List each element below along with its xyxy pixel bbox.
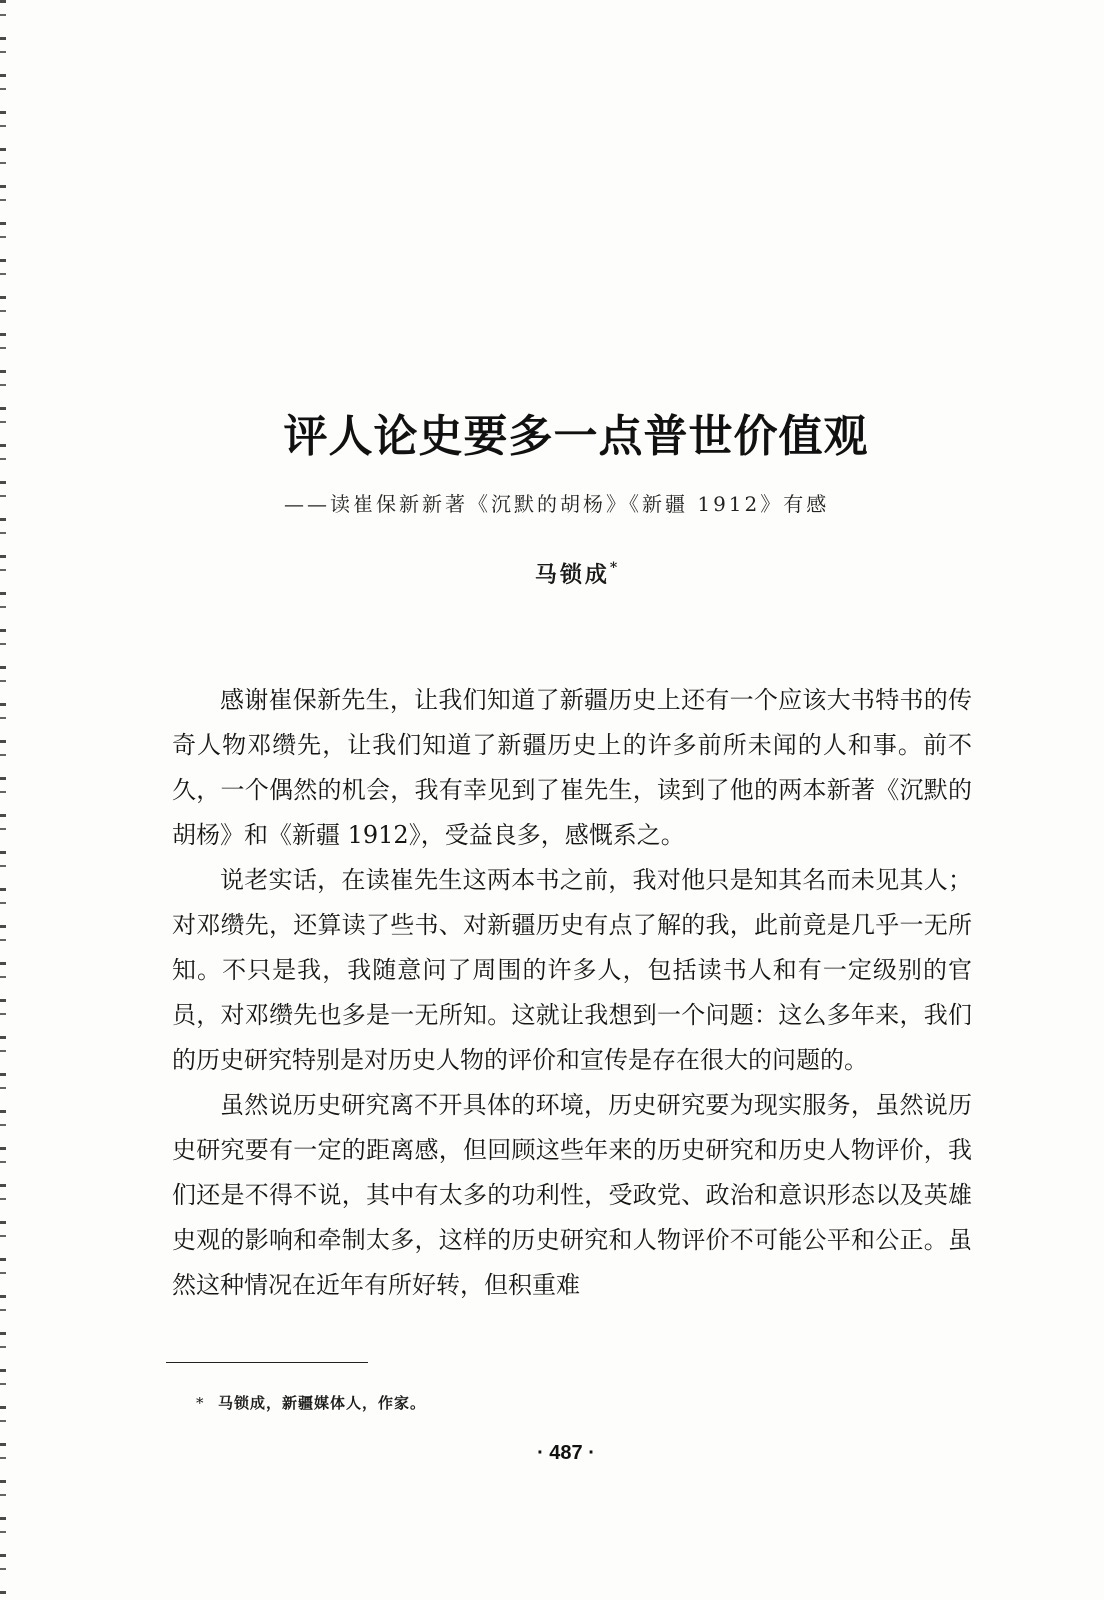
author-name: 马锁成: [534, 562, 610, 588]
body-paragraph-3: 虽然说历史研究离不开具体的环境，历史研究要为现实服务，虽然说历史研究要有一定的距离感，但回顾这些年来的历史研究和历史人物评价，我们还是不得不说，其中有太多的功利性，受政党、政治和意识形态以及英雄史观的影响和牵制太多，这样的历史研究和人物评价不可能公平和公正。虽然这种情况在近年有所好转，但积重难: [172, 1091, 972, 1299]
author-footnote-mark: *: [609, 560, 618, 576]
article-title: 评人论史要多一点普世价值观: [283, 411, 869, 462]
page-number: · 487 ·: [537, 1442, 595, 1464]
body-paragraph-1: 感谢崔保新先生，让我们知道了新疆历史上还有一个应该大书特书的传奇人物邓缵先，让我们知道了新疆历史上的许多前所未闻的人和事。前不久，一个偶然的机会，我有幸见到了崔先生，读到了他的两本新著《沉默的胡杨》和《新疆 1912》，受益良多，感慨系之。: [172, 686, 972, 849]
article-subtitle: ——读崔保新新著《沉默的胡杨》《新疆 1912》有感: [284, 492, 830, 516]
scan-binding-edge: [0, 0, 6, 1600]
footnote-divider: [166, 1362, 368, 1363]
footnote: [196, 1392, 426, 1413]
body-paragraph-2: 说老实话，在读崔先生这两本书之前，我对他只是知其名而未见其人；对邓缵先，还算读了些书、对新疆历史有点了解的我，此前竟是几乎一无所知。不只是我，我随意问了周围的许多人，包括读书人和有一定级别的官员，对邓缵先也多是一无所知。这就让我想到一个问题：这么多年来，我们的历史研究特别是对历史人物的评价和宣传是存在很大的问题的。: [172, 866, 972, 1074]
footnote-marker: *: [196, 1394, 205, 1412]
article-body: [172, 678, 972, 1308]
footnote-text: 马锁成，新疆媒体人，作家。: [218, 1394, 427, 1412]
article-author: [0, 558, 1104, 589]
